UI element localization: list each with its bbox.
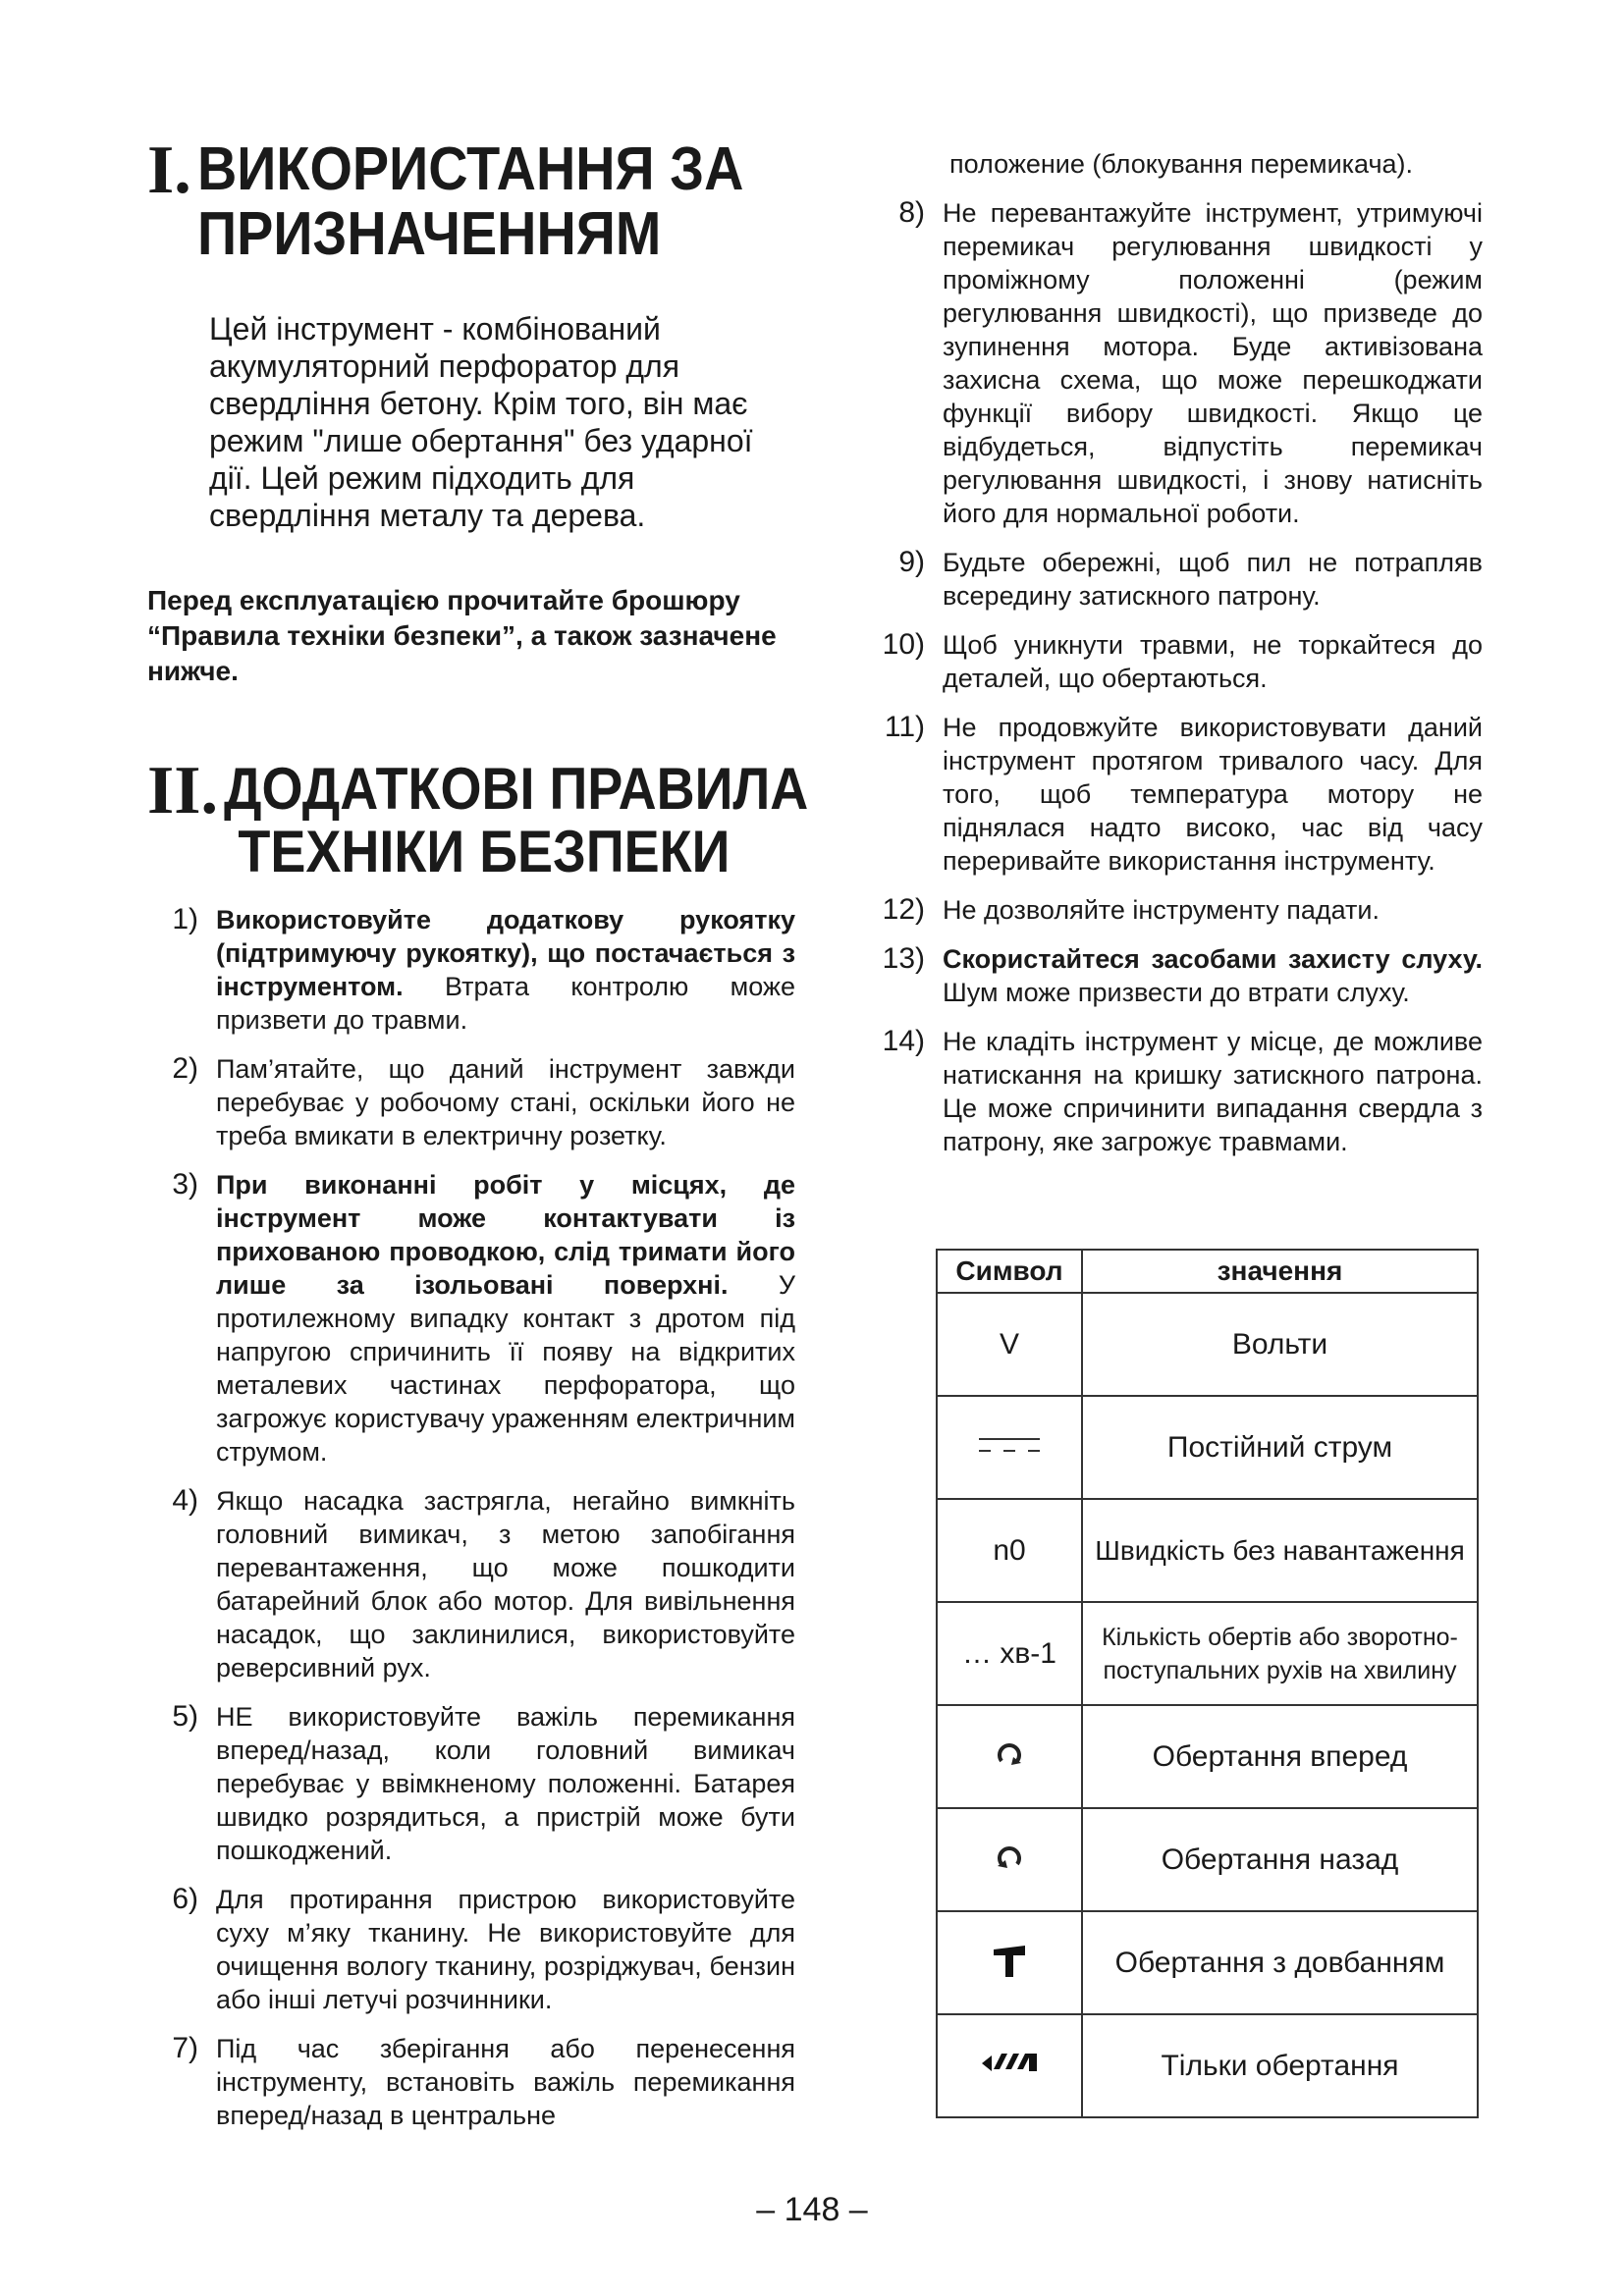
hammer-icon <box>990 1940 1029 1979</box>
table-row <box>937 1396 1478 1499</box>
symbol-cell <box>937 2014 1082 2117</box>
item-number: 6) <box>172 1883 198 1915</box>
table-header-row <box>937 1250 1478 1293</box>
list-item <box>147 903 795 1037</box>
section-1-roman: I. <box>147 133 191 208</box>
meaning-cell: Обертання з довбанням <box>1082 1911 1478 2014</box>
item-7-continuation: положение (блокування перемикача). <box>949 149 1414 179</box>
item-text: Не продовжуйте використовувати даний інструмент протягом тривалого часу. Для того, щоб температура мотору не піднялася надто високо, час від часу переривайте використання інструменту. <box>943 713 1483 876</box>
item-text: НЕ використовуйте важіль перемикання вперед/назад, коли головний вимикач перебуває у ввімкненому положенні. Батарея швидко розрядиться, а пристрій може бути пошкоджений. <box>216 1702 795 1865</box>
item-number: 3) <box>172 1168 198 1201</box>
meaning-cell: Обертання назад <box>1082 1808 1478 1911</box>
item-bold: Використовуйте додаткову рукоятку (підтримуючу рукоятку), що постачається з інструментом. <box>216 905 795 1001</box>
list-item <box>147 1484 795 1684</box>
symbol-cell: V <box>937 1293 1082 1396</box>
item-text: Для протирання пристрою використовуйте суху м’яку тканину. Не використовуйте для очищення вологу тканину, розріджувач, бензин або інші летучі розчинники. <box>216 1885 795 2014</box>
list-item <box>864 1025 1483 1158</box>
table-row <box>937 1911 1478 2014</box>
table-row <box>937 1705 1478 1808</box>
list-item <box>864 546 1483 613</box>
warning-text: Перед експлуатацією прочитайте брошюру “Правила техніки безпеки”, а також зазначене нижче. <box>147 585 777 686</box>
list-item <box>147 1883 795 2016</box>
symbol-table <box>936 1249 1479 2118</box>
list-item <box>864 196 1483 530</box>
item-number: 14) <box>882 1025 925 1057</box>
item-body: Втрата контролю може призвети до травми. <box>216 972 795 1035</box>
section-1-title-line1: ВИКОРИСТАННЯ ЗА <box>196 135 744 203</box>
table-row <box>937 1808 1478 1911</box>
item-text <box>216 903 795 1037</box>
list-item <box>147 1052 795 1152</box>
list-item <box>864 711 1483 878</box>
list-item <box>147 2032 795 2132</box>
item-text: Не перевантажуйте інструмент, утримуючі перемикач регулювання швидкості у проміжному положенні (режим регулювання швидкості), що призведе до зупинення мотора. Буде активізована захисна схема, що може перешкоджати функції вибору швидкості. Якщо це відбудеться, відпустіть перемикач регулювання швидкості, і знову натисніть його для нормальної роботи. <box>943 198 1483 528</box>
symbol-cell: … хв-1 <box>937 1602 1082 1705</box>
item-text: Будьте обережні, щоб пил не потрапляв всередину затискного патрону. <box>943 548 1483 611</box>
meaning-cell: Обертання вперед <box>1082 1705 1478 1808</box>
list-item <box>147 1168 795 1468</box>
item-number: 12) <box>882 893 925 926</box>
section-1-title <box>197 137 743 267</box>
item-number: 11) <box>884 711 925 743</box>
rules-list-left <box>147 903 795 2132</box>
rotation-forward-icon <box>994 1737 1025 1769</box>
header-meaning: значення <box>1082 1250 1478 1293</box>
item-text <box>216 1168 795 1468</box>
table-row <box>937 1293 1478 1396</box>
item-text: Якщо насадка застрягла, негайно вимкніть головний вимикач, з метою запобігання перевантаження, що може пошкодити батарейний блок або мотор. Для вивільнення насадок, що заклинилися, використовуйте реверсивний рух. <box>216 1486 795 1682</box>
rotation-reverse-icon <box>994 1841 1025 1872</box>
item-number: 9) <box>898 546 925 578</box>
item-number: 4) <box>172 1484 198 1517</box>
section-1-title-line2: ПРИЗНАЧЕННЯМ <box>196 200 662 268</box>
item-number: 2) <box>172 1052 198 1085</box>
meaning-cell: Швидкість без навантаження <box>1082 1499 1478 1602</box>
header-symbol: Символ <box>937 1250 1082 1293</box>
symbol-cell <box>937 1808 1082 1911</box>
section-2-title-line2: ТЕХНІКИ БЕЗПЕКИ <box>238 819 731 884</box>
meaning-cell: Вольти <box>1082 1293 1478 1396</box>
item-text: Не дозволяйте інструменту падати. <box>943 895 1380 925</box>
table-row <box>937 1499 1478 1602</box>
meaning-cell: Кількість обертів або зворотно-поступальних рухів на хвилину <box>1082 1602 1478 1705</box>
table-row <box>937 2014 1478 2117</box>
rules-list-right <box>864 196 1483 1158</box>
item-text: Щоб уникнути травми, не торкайтеся до деталей, що обертаються. <box>943 630 1483 693</box>
item-text: Не кладіть інструмент у місце, де можливе натискання на кришку затискного патрона. Це може спричинити випадання свердла з патрону, яке загрожує травмами. <box>943 1027 1483 1156</box>
item-text <box>943 942 1483 1009</box>
item-number: 7) <box>172 2032 198 2064</box>
item-body: У протилежному випадку контакт з дротом під напругою спричинить її появу на відкритих металевих частинах перфоратора, що загрожує користувачу ураженням електричним струмом. <box>216 1270 796 1467</box>
section-2-title <box>224 758 808 883</box>
item-number: 10) <box>882 628 925 661</box>
section-1-heading <box>147 133 795 268</box>
list-item <box>864 893 1483 927</box>
symbol-cell: n0 <box>937 1499 1082 1602</box>
table-row <box>937 1602 1478 1705</box>
dc-current-icon <box>975 1433 1044 1457</box>
meaning-cell: Тільки обертання <box>1082 2014 1478 2117</box>
symbol-cell <box>937 1705 1082 1808</box>
list-item <box>864 942 1483 1009</box>
page-number: – 148 – <box>756 2191 868 2228</box>
list-item <box>147 1700 795 1867</box>
item-number: 8) <box>898 196 925 229</box>
section-2-heading <box>147 753 809 884</box>
list-item <box>864 628 1483 695</box>
item-bold: Скористайтеся засобами захисту слуху. <box>943 944 1483 974</box>
symbol-cell <box>937 1396 1082 1499</box>
left-column <box>147 133 809 2148</box>
right-column <box>864 147 1483 1174</box>
section-2-roman: II. <box>147 753 218 828</box>
symbol-cell <box>937 1911 1082 2014</box>
meaning-cell: Постійний струм <box>1082 1396 1478 1499</box>
item-number: 13) <box>882 942 925 975</box>
item-bold: При виконанні робіт у місцях, де інструмент може контактувати із прихованою проводкою, слід тримати його лише за ізольовані поверхні. <box>216 1170 795 1300</box>
section-2-title-line1: ДОДАТКОВІ ПРАВИЛА <box>223 756 809 822</box>
item-number: 5) <box>172 1700 198 1733</box>
item-text: Під час зберігання або перенесення інструменту, встановіть важіль перемикання вперед/назад в центральне <box>216 2034 795 2130</box>
section-1-body: Цей інструмент - комбінований акумуляторний перфоратор для свердління бетону. Крім того, він має режим "лише обертання" без ударної дії. Цей режим підходить для свердління металу та дерева. <box>209 311 753 533</box>
drill-only-icon <box>980 2050 1039 2075</box>
item-number: 1) <box>172 903 198 935</box>
item-text: Пам’ятайте, що даний інструмент завжди перебуває у робочому стані, оскільки його не треба вмикати в електричну розетку. <box>216 1054 795 1150</box>
item-body: Шум може призвести до втрати слуху. <box>943 978 1410 1007</box>
